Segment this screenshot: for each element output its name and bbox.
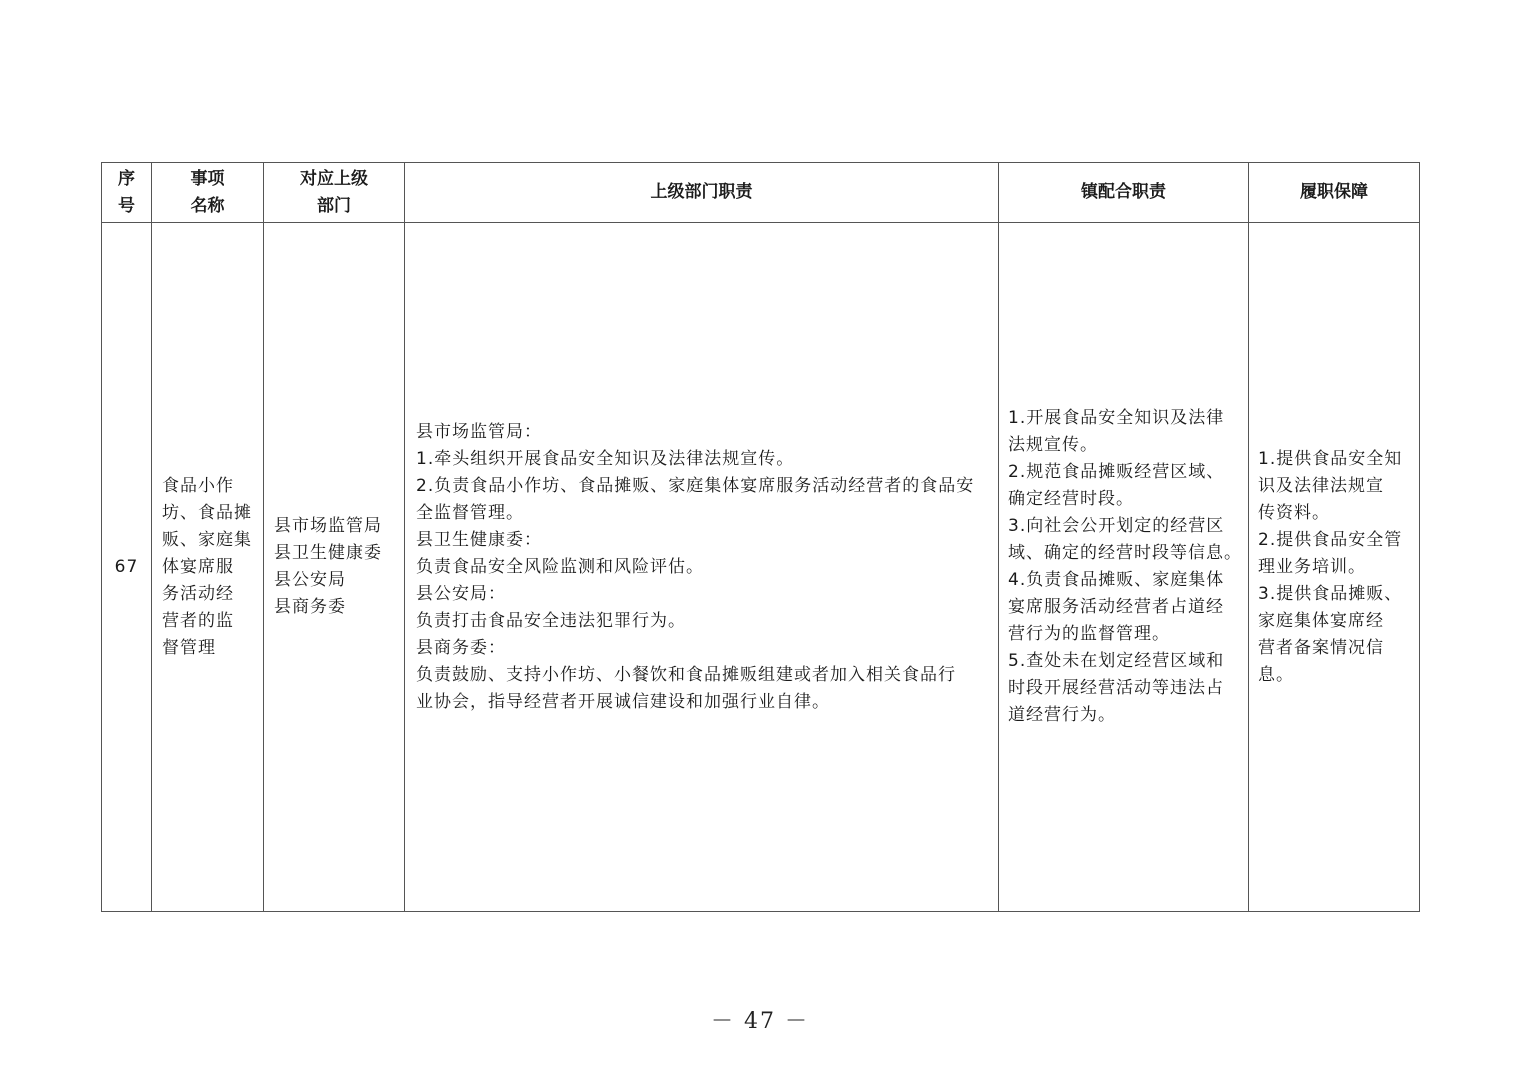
department-name: 县市场监管局 <box>274 516 382 536</box>
header-seq: 序 号 <box>102 163 152 223</box>
table-row <box>102 223 1420 912</box>
town-duty-line: 5.查处未在划定经营区域和 <box>1008 651 1225 671</box>
town-duty-line: 4.负责食品摊贩、家庭集体 <box>1008 570 1225 590</box>
guarantee-line: 营者备案情况信 <box>1258 637 1384 658</box>
guarantee-line: 2.提供食品安全管 <box>1258 529 1403 550</box>
department-name: 县公安局 <box>274 570 346 590</box>
row-guarantees <box>1249 223 1420 912</box>
upper-duty-line: 负责鼓励、支持小作坊、小餐饮和食品摊贩组建或者加入相关食品行 <box>416 664 956 685</box>
header-item-name: 事项 名称 <box>152 163 264 223</box>
guarantee-line: 传资料。 <box>1258 502 1330 523</box>
header-department: 对应上级 部门 <box>264 163 405 223</box>
town-duty-line: 法规宣传。 <box>1008 435 1098 455</box>
upper-duty-line: 1.牵头组织开展食品安全知识及法律法规宣传。 <box>416 448 795 469</box>
item-name-line: 体宴席服 <box>162 556 234 577</box>
header-town-duties: 镇配合职责 <box>999 163 1249 223</box>
town-duty-line: 道经营行为。 <box>1008 705 1116 725</box>
department-name: 县卫生健康委 <box>274 543 382 563</box>
town-duty-line: 时段开展经营活动等违法占 <box>1008 678 1224 698</box>
guarantee-line: 息。 <box>1258 664 1294 685</box>
upper-duty-line: 县市场监管局： <box>416 421 542 442</box>
upper-duty-line: 县公安局： <box>416 583 506 604</box>
row-town-duties <box>999 223 1249 912</box>
town-duty-line: 2.规范食品摊贩经营区域、 <box>1008 462 1225 482</box>
guarantee-line: 3.提供食品摊贩、 <box>1258 583 1403 604</box>
guarantee-line: 理业务培训。 <box>1258 556 1366 577</box>
item-name-line: 督管理 <box>162 637 216 658</box>
town-duty-line: 营行为的监督管理。 <box>1008 624 1170 644</box>
header-guarantees: 履职保障 <box>1249 163 1420 223</box>
row-item-name <box>152 223 264 912</box>
item-name-line: 务活动经 <box>162 583 234 604</box>
item-name-line: 贩、家庭集 <box>162 529 252 550</box>
upper-duty-line: 负责打击食品安全违法犯罪行为。 <box>416 610 686 631</box>
upper-duty-line: 县卫生健康委： <box>416 529 542 550</box>
page-number: － 47 － <box>711 1009 809 1034</box>
town-duty-line: 3.向社会公开划定的经营区 <box>1008 516 1225 536</box>
upper-duty-line: 2.负责食品小作坊、食品摊贩、家庭集体宴席服务活动经营者的食品安 <box>416 475 975 496</box>
row-seq: 67 <box>102 223 152 912</box>
duty-table <box>101 162 1420 912</box>
upper-duty-line: 业协会，指导经营者开展诚信建设和加强行业自律。 <box>416 691 830 712</box>
department-name: 县商务委 <box>274 597 346 617</box>
item-name-line: 坊、食品摊 <box>162 502 252 523</box>
town-duty-line: 宴席服务活动经营者占道经 <box>1008 597 1224 617</box>
item-name-line: 食品小作 <box>162 475 234 496</box>
header-upper-duties: 上级部门职责 <box>405 163 999 223</box>
table-header-row <box>102 163 1420 223</box>
guarantee-line: 识及法律法规宣 <box>1258 475 1384 496</box>
guarantee-line: 1.提供食品安全知 <box>1258 448 1403 469</box>
town-duty-line: 1.开展食品安全知识及法律 <box>1008 408 1225 428</box>
row-departments <box>264 223 405 912</box>
town-duty-line: 域、确定的经营时段等信息。 <box>1008 543 1242 563</box>
item-name-line: 营者的监 <box>162 610 234 631</box>
upper-duty-line: 负责食品安全风险监测和风险评估。 <box>416 556 704 577</box>
town-duty-line: 确定经营时段。 <box>1008 489 1134 509</box>
guarantee-line: 家庭集体宴席经 <box>1258 610 1384 631</box>
upper-duty-line: 全监督管理。 <box>416 502 524 523</box>
row-upper-duties <box>405 223 999 912</box>
upper-duty-line: 县商务委： <box>416 637 506 658</box>
